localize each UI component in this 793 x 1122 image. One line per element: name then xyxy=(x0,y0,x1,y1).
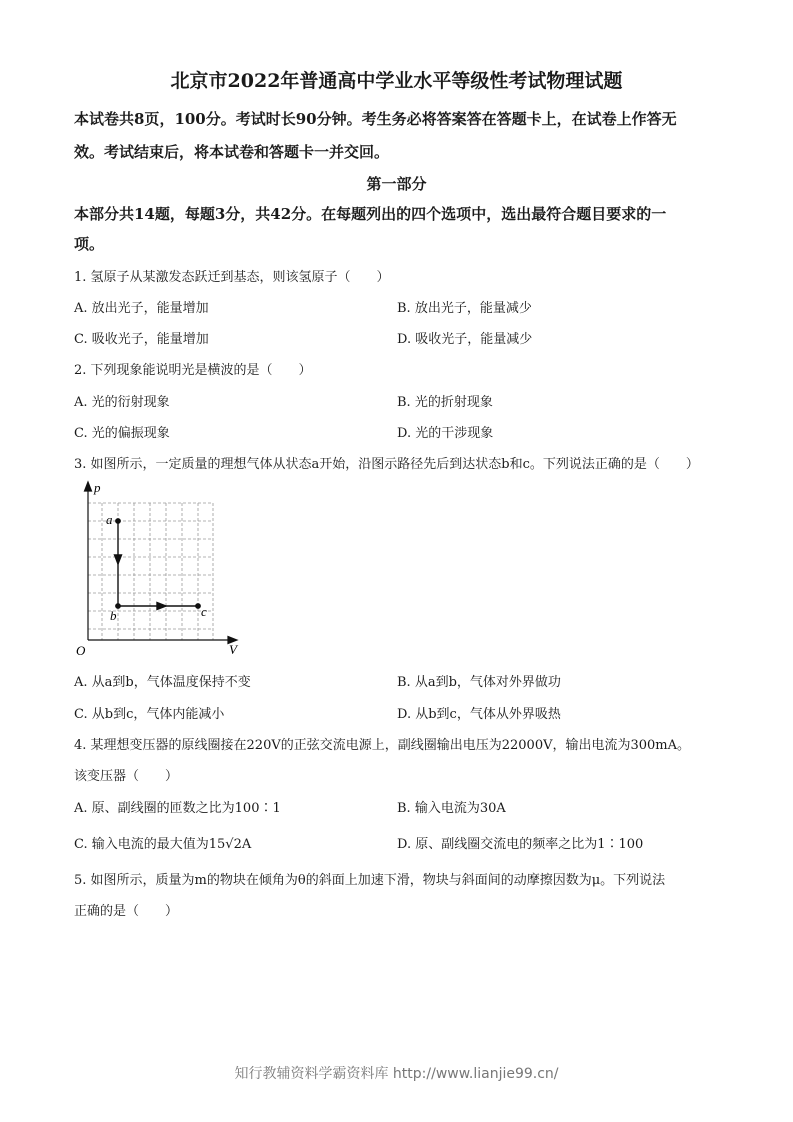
question-3-option-d: D. 从b到c，气体从外界吸热 xyxy=(397,707,561,722)
section-title: 第一部分 xyxy=(366,175,427,193)
page-title: 北京市2022年普通高中学业水平等级性考试物理试题 xyxy=(170,70,623,92)
question-3-option-b: B. 从a到b，气体对外界做功 xyxy=(397,675,561,690)
axis-p-label: p xyxy=(94,480,101,495)
question-5-stem: 5. 如图所示，质量为m的物块在倾角为θ的斜面上加速下滑，物块与斜面间的动摩擦因数为μ。下列说法 xyxy=(74,873,666,888)
question-2-option-c: C. 光的偏振现象 xyxy=(74,426,170,441)
instructions-line-1: 本试卷共8页，100分。考试时长90分钟。考生务必将答案答在答题卡上，在试卷上作答无 xyxy=(74,110,677,128)
question-2-option-a: A. 光的衍射现象 xyxy=(74,395,170,410)
pv-diagram xyxy=(70,478,250,660)
question-1-option-c: C. 吸收光子，能量增加 xyxy=(74,332,209,347)
section-desc-line-1: 本部分共14题，每题3分，共42分。在每题列出的四个选项中，选出最符合题目要求的一 xyxy=(74,205,667,223)
footer-watermark: 知行教辅资料学霸资料库 http://www.lianjie99.cn/ xyxy=(234,1066,559,1082)
question-5-stem-cont: 正确的是（ ） xyxy=(74,904,179,919)
question-2-option-b: B. 光的折射现象 xyxy=(397,395,493,410)
question-1-stem: 1. 氢原子从某激发态跃迁到基态，则该氢原子（ ） xyxy=(74,270,390,285)
question-2-stem: 2. 下列现象能说明光是横波的是（ ） xyxy=(74,363,312,378)
question-3-option-a: A. 从a到b，气体温度保持不变 xyxy=(74,675,251,690)
question-3-option-c: C. 从b到c，气体内能减小 xyxy=(74,707,225,722)
point-a-label: a xyxy=(106,512,113,527)
question-2-option-d: D. 光的干涉现象 xyxy=(397,426,494,441)
question-1-option-d: D. 吸收光子，能量减少 xyxy=(397,332,533,347)
question-4-option-c: C. 输入电流的最大值为15√2A xyxy=(74,837,252,852)
point-b-label: b xyxy=(110,608,117,623)
axis-v-label: V xyxy=(229,642,237,657)
question-1-option-a: A. 放出光子，能量增加 xyxy=(74,301,209,316)
question-4-stem: 4. 某理想变压器的原线圈接在220V的正弦交流电源上，副线圈输出电压为22000V，输出电流为300mA。 xyxy=(74,738,691,753)
section-desc-line-2: 项。 xyxy=(74,235,105,253)
origin-label: O xyxy=(76,643,86,658)
question-3-stem: 3. 如图所示，一定质量的理想气体从状态a开始，沿图示路径先后到达状态b和c。下列说法正确的是（ ） xyxy=(74,457,699,472)
question-4-option-a: A. 原、副线圈的匝数之比为100∶1 xyxy=(74,801,281,816)
question-4-option-b: B. 输入电流为30A xyxy=(397,801,506,816)
question-1-option-b: B. 放出光子，能量减少 xyxy=(397,301,532,316)
question-4-option-d: D. 原、副线圈交流电的频率之比为1∶100 xyxy=(397,837,644,852)
point-c-label: c xyxy=(201,604,207,619)
question-4-stem-cont: 该变压器（ ） xyxy=(74,769,179,784)
instructions-line-2: 效。考试结束后，将本试卷和答题卡一并交回。 xyxy=(74,143,390,161)
